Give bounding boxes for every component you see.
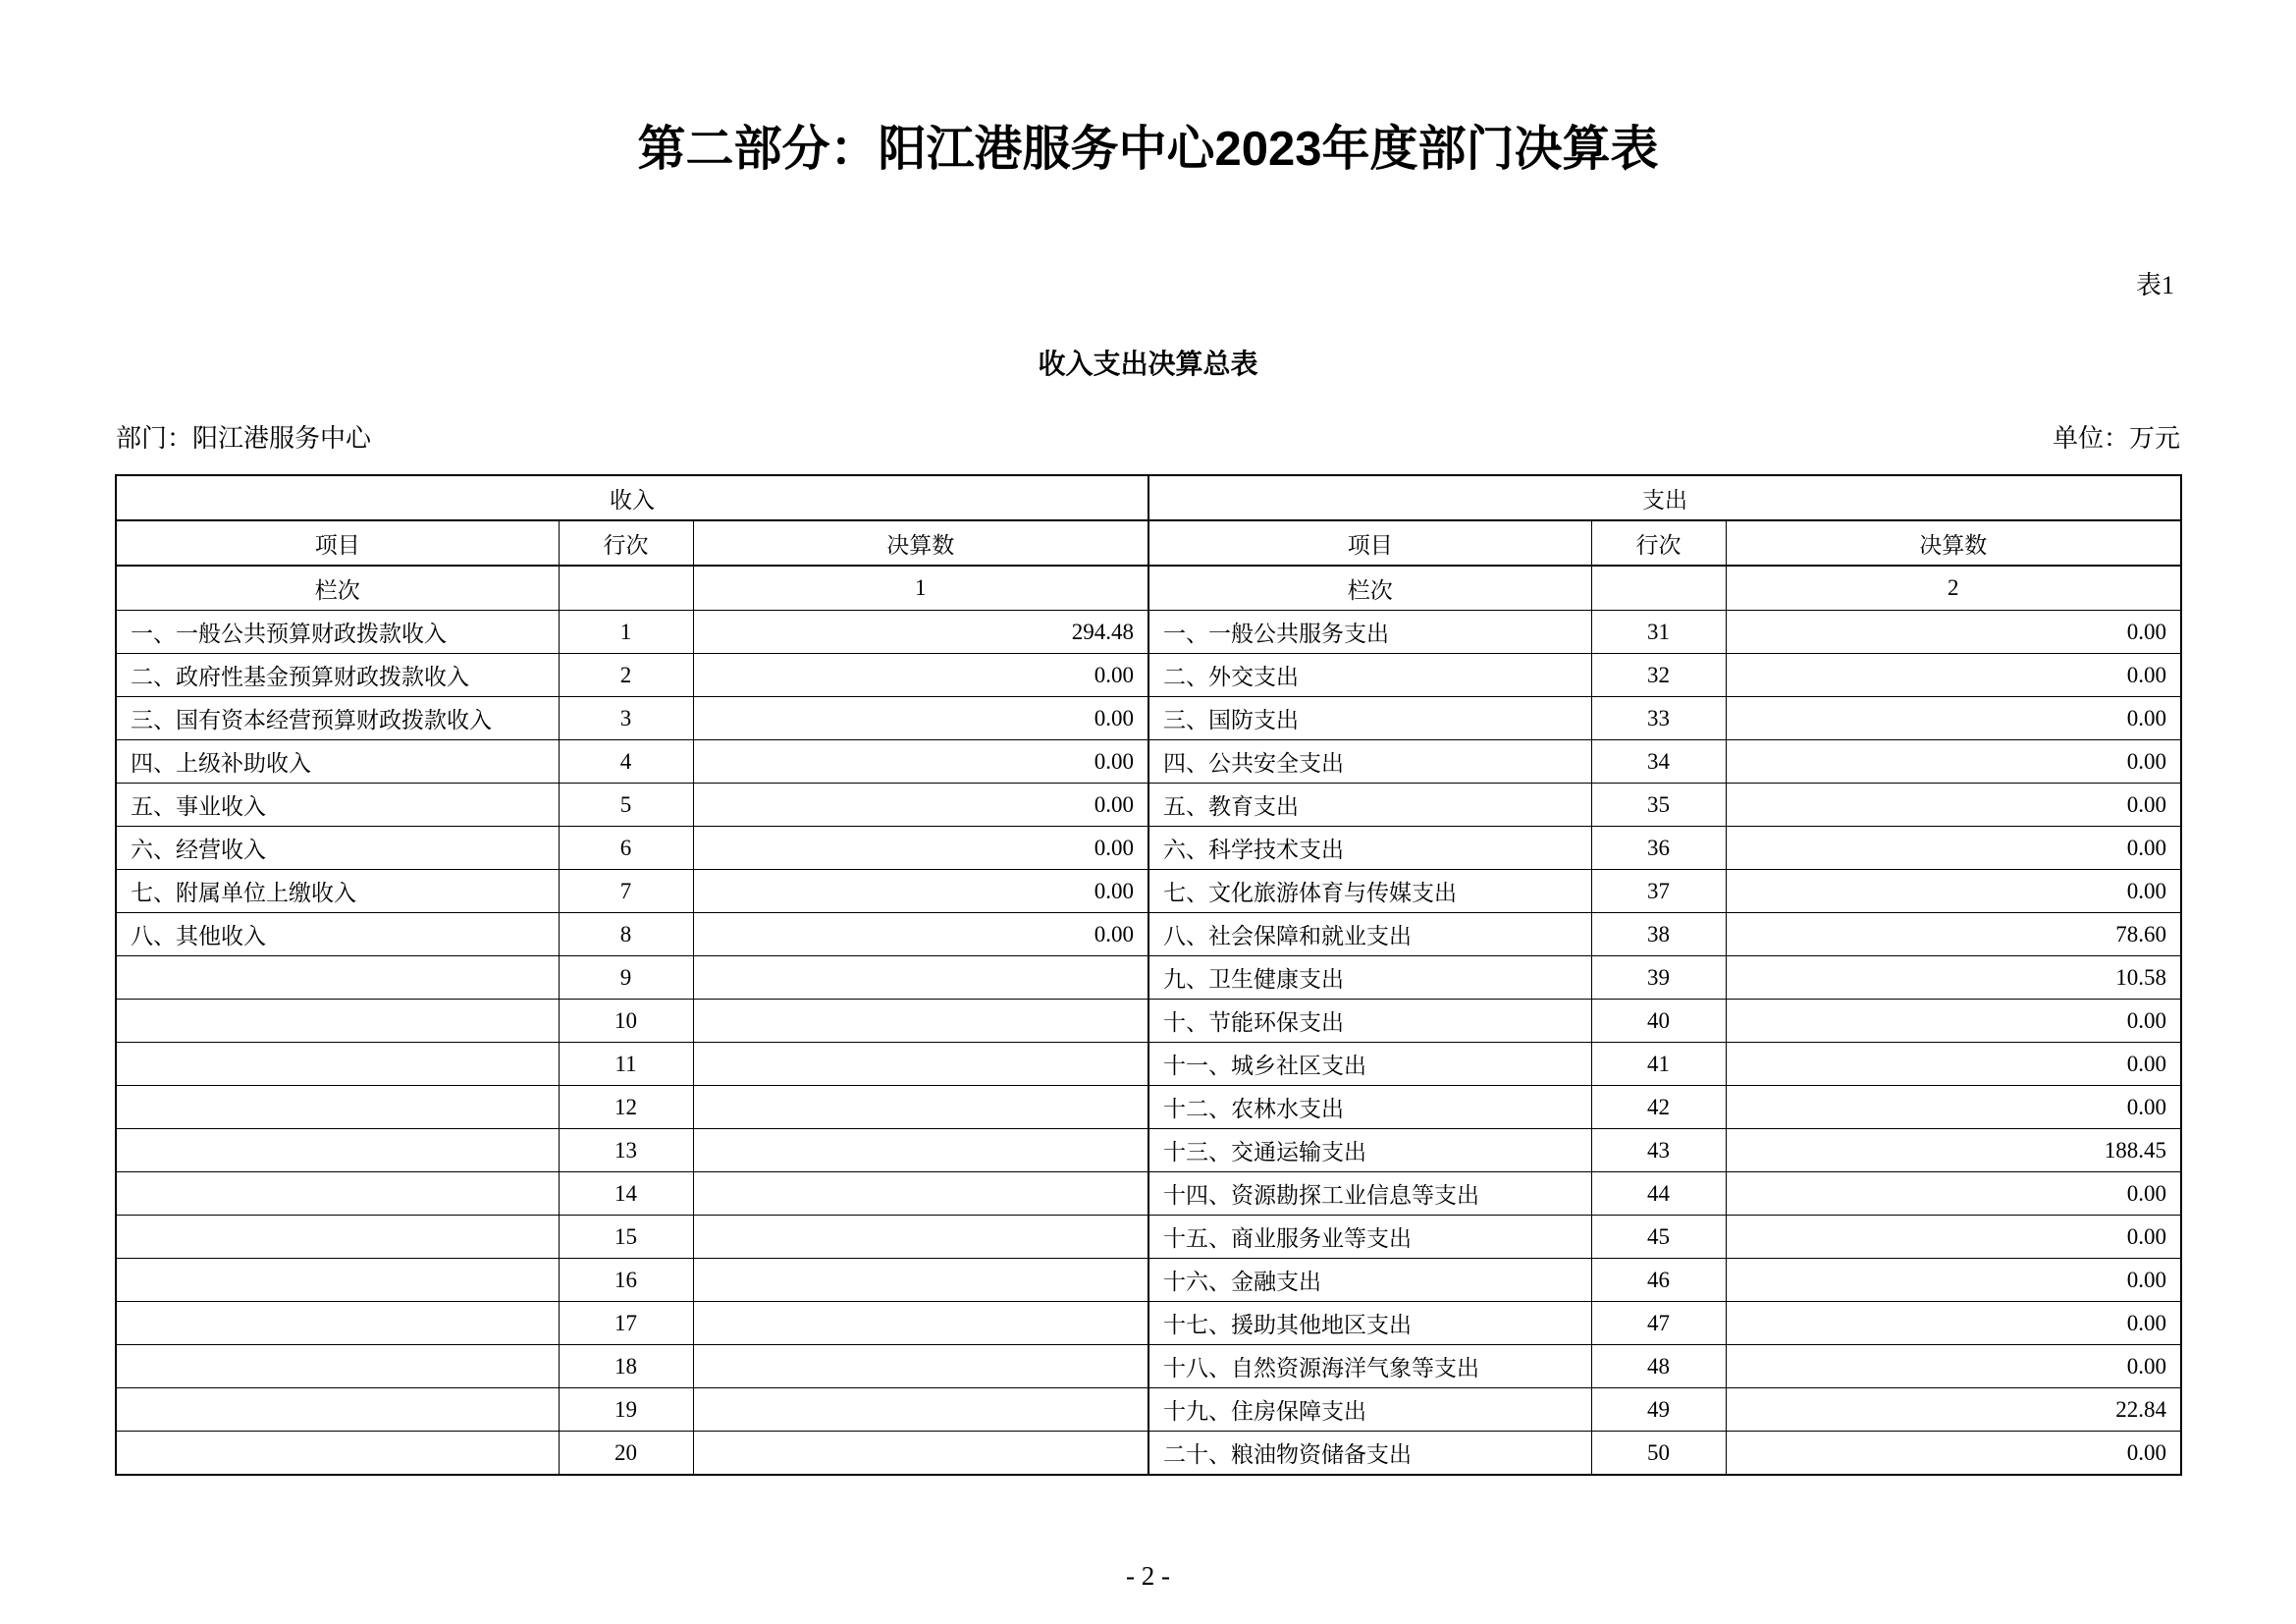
table-row — [116, 1000, 2181, 1043]
income-item-cell: 二、政府性基金预算财政拨款收入 — [116, 654, 559, 697]
expenditure-amount-cell: 0.00 — [1726, 1043, 2181, 1086]
table-row — [116, 654, 2181, 697]
expenditure-amount-cell: 0.00 — [1726, 611, 2181, 654]
expenditure-amount-cell: 0.00 — [1726, 654, 2181, 697]
income-item-cell — [116, 1388, 559, 1432]
expenditure-line-cell: 50 — [1591, 1432, 1726, 1476]
table-row — [116, 1172, 2181, 1216]
expenditure-amount-cell: 0.00 — [1726, 1432, 2181, 1476]
lan-expenditure-line — [1591, 566, 1726, 611]
income-line-cell: 14 — [559, 1172, 693, 1216]
income-amount-cell: 0.00 — [693, 784, 1148, 827]
expenditure-amount-cell: 0.00 — [1726, 1259, 2181, 1302]
expenditure-line-cell: 36 — [1591, 827, 1726, 870]
table-group-header-row — [116, 475, 2181, 520]
income-amount-cell — [693, 1172, 1148, 1216]
income-item-cell — [116, 1345, 559, 1388]
income-item-cell — [116, 956, 559, 1000]
income-item-cell — [116, 1086, 559, 1129]
expenditure-item-cell: 二、外交支出 — [1148, 654, 1591, 697]
income-amount-cell: 294.48 — [693, 611, 1148, 654]
income-item-cell — [116, 1259, 559, 1302]
expenditure-item-cell: 四、公共安全支出 — [1148, 740, 1591, 784]
income-amount-cell: 0.00 — [693, 870, 1148, 913]
expenditure-amount-cell: 0.00 — [1726, 870, 2181, 913]
income-line-cell: 20 — [559, 1432, 693, 1476]
expenditure-line-cell: 43 — [1591, 1129, 1726, 1172]
income-line-cell: 13 — [559, 1129, 693, 1172]
income-line-cell: 9 — [559, 956, 693, 1000]
income-amount-cell — [693, 1216, 1148, 1259]
expenditure-item-cell: 十、节能环保支出 — [1148, 1000, 1591, 1043]
expenditure-line-cell: 35 — [1591, 784, 1726, 827]
page-title: 第二部分：阳江港服务中心2023年度部门决算表 — [637, 123, 1659, 176]
expenditure-amount-cell: 188.45 — [1726, 1129, 2181, 1172]
budget-summary-table — [115, 474, 2182, 1476]
unit-label: 单位：万元 — [2052, 424, 2180, 453]
table-row — [116, 827, 2181, 870]
table-row — [116, 1086, 2181, 1129]
income-item-cell: 一、一般公共预算财政拨款收入 — [116, 611, 559, 654]
expenditure-line-cell: 46 — [1591, 1259, 1726, 1302]
income-item-cell: 四、上级补助收入 — [116, 740, 559, 784]
expenditure-item-cell: 十八、自然资源海洋气象等支出 — [1148, 1345, 1591, 1388]
table-title: 收入支出决算总表 — [1038, 349, 1258, 379]
expenditure-amount-cell: 22.84 — [1726, 1388, 2181, 1432]
expenditure-amount-cell: 78.60 — [1726, 913, 2181, 956]
table-row — [116, 1216, 2181, 1259]
income-item-cell — [116, 1043, 559, 1086]
income-amount-cell: 0.00 — [693, 827, 1148, 870]
table-row — [116, 697, 2181, 740]
income-line-cell: 11 — [559, 1043, 693, 1086]
expenditure-amount-cell: 10.58 — [1726, 956, 2181, 1000]
expenditure-line-cell: 49 — [1591, 1388, 1726, 1432]
expenditure-line-cell: 47 — [1591, 1302, 1726, 1345]
expenditure-amount-cell: 0.00 — [1726, 1216, 2181, 1259]
income-line-cell: 17 — [559, 1302, 693, 1345]
expenditure-line-cell: 48 — [1591, 1345, 1726, 1388]
income-amount-cell: 0.00 — [693, 654, 1148, 697]
table-row — [116, 740, 2181, 784]
expenditure-amount-cell: 0.00 — [1726, 697, 2181, 740]
income-item-cell: 六、经营收入 — [116, 827, 559, 870]
expenditure-amount-cell: 0.00 — [1726, 1086, 2181, 1129]
expenditure-item-cell: 七、文化旅游体育与传媒支出 — [1148, 870, 1591, 913]
income-amount-cell — [693, 1259, 1148, 1302]
expenditure-line-cell: 44 — [1591, 1172, 1726, 1216]
income-line-cell: 15 — [559, 1216, 693, 1259]
expenditure-item-cell: 十九、住房保障支出 — [1148, 1388, 1591, 1432]
table-row — [116, 913, 2181, 956]
expenditure-amount-cell: 0.00 — [1726, 784, 2181, 827]
table-row — [116, 1432, 2181, 1476]
income-amount-cell — [693, 1000, 1148, 1043]
expenditure-line-cell: 37 — [1591, 870, 1726, 913]
expenditure-item-cell: 十三、交通运输支出 — [1148, 1129, 1591, 1172]
income-amount-cell: 0.00 — [693, 740, 1148, 784]
income-item-cell: 五、事业收入 — [116, 784, 559, 827]
expenditure-amount-cell: 0.00 — [1726, 827, 2181, 870]
column-header-expenditure-amount: 决算数 — [1726, 520, 2181, 566]
expenditure-amount-cell: 0.00 — [1726, 1000, 2181, 1043]
income-amount-cell — [693, 1043, 1148, 1086]
income-amount-cell: 0.00 — [693, 913, 1148, 956]
expenditure-item-cell: 三、国防支出 — [1148, 697, 1591, 740]
table-row — [116, 1345, 2181, 1388]
income-line-cell: 5 — [559, 784, 693, 827]
expenditure-line-cell: 34 — [1591, 740, 1726, 784]
expenditure-line-cell: 41 — [1591, 1043, 1726, 1086]
lan-expenditure-column-number: 2 — [1726, 566, 2181, 611]
table-row — [116, 1043, 2181, 1086]
income-amount-cell — [693, 1129, 1148, 1172]
income-item-cell — [116, 1129, 559, 1172]
expenditure-amount-cell: 0.00 — [1726, 1172, 2181, 1216]
table-row — [116, 1302, 2181, 1345]
lan-income-column-number: 1 — [693, 566, 1148, 611]
column-header-expenditure-line: 行次 — [1591, 520, 1726, 566]
expenditure-line-cell: 39 — [1591, 956, 1726, 1000]
column-header-income-amount: 决算数 — [693, 520, 1148, 566]
table-row — [116, 611, 2181, 654]
income-item-cell: 八、其他收入 — [116, 913, 559, 956]
sheet-number-label: 表1 — [2135, 271, 2174, 299]
income-amount-cell — [693, 1086, 1148, 1129]
expenditure-item-cell: 十五、商业服务业等支出 — [1148, 1216, 1591, 1259]
expenditure-item-cell: 十六、金融支出 — [1148, 1259, 1591, 1302]
income-item-cell — [116, 1432, 559, 1476]
expenditure-item-cell: 二十、粮油物资储备支出 — [1148, 1432, 1591, 1476]
lan-label-income: 栏次 — [116, 566, 559, 611]
expenditure-item-cell: 九、卫生健康支出 — [1148, 956, 1591, 1000]
expenditure-line-cell: 33 — [1591, 697, 1726, 740]
income-line-cell: 19 — [559, 1388, 693, 1432]
income-line-cell: 10 — [559, 1000, 693, 1043]
lan-income-line — [559, 566, 693, 611]
column-header-income-item: 项目 — [116, 520, 559, 566]
expenditure-line-cell: 40 — [1591, 1000, 1726, 1043]
expenditure-item-cell: 一、一般公共服务支出 — [1148, 611, 1591, 654]
lan-label-expenditure: 栏次 — [1148, 566, 1591, 611]
table-row — [116, 1259, 2181, 1302]
income-item-cell: 七、附属单位上缴收入 — [116, 870, 559, 913]
expenditure-amount-cell: 0.00 — [1726, 1345, 2181, 1388]
table-column-header-row — [116, 520, 2181, 566]
income-line-cell: 2 — [559, 654, 693, 697]
income-amount-cell: 0.00 — [693, 697, 1148, 740]
table-row — [116, 1388, 2181, 1432]
income-line-cell: 1 — [559, 611, 693, 654]
expenditure-amount-cell: 0.00 — [1726, 1302, 2181, 1345]
expenditure-item-cell: 六、科学技术支出 — [1148, 827, 1591, 870]
income-amount-cell — [693, 956, 1148, 1000]
income-item-cell — [116, 1216, 559, 1259]
expenditure-line-cell: 45 — [1591, 1216, 1726, 1259]
income-line-cell: 8 — [559, 913, 693, 956]
expenditure-line-cell: 42 — [1591, 1086, 1726, 1129]
expenditure-item-cell: 八、社会保障和就业支出 — [1148, 913, 1591, 956]
expenditure-line-cell: 31 — [1591, 611, 1726, 654]
income-item-cell — [116, 1000, 559, 1043]
income-item-cell — [116, 1302, 559, 1345]
income-line-cell: 16 — [559, 1259, 693, 1302]
column-header-income-line: 行次 — [559, 520, 693, 566]
table-row — [116, 956, 2181, 1000]
expenditure-line-cell: 38 — [1591, 913, 1726, 956]
income-item-cell — [116, 1172, 559, 1216]
expenditure-item-cell: 十二、农林水支出 — [1148, 1086, 1591, 1129]
expenditure-item-cell: 十七、援助其他地区支出 — [1148, 1302, 1591, 1345]
income-line-cell: 6 — [559, 827, 693, 870]
expenditure-item-cell: 十四、资源勘探工业信息等支出 — [1148, 1172, 1591, 1216]
income-line-cell: 12 — [559, 1086, 693, 1129]
income-item-cell: 三、国有资本经营预算财政拨款收入 — [116, 697, 559, 740]
income-line-cell: 7 — [559, 870, 693, 913]
table-lan-row — [116, 566, 2181, 611]
income-line-cell: 18 — [559, 1345, 693, 1388]
income-amount-cell — [693, 1345, 1148, 1388]
income-line-cell: 4 — [559, 740, 693, 784]
table-row — [116, 1129, 2181, 1172]
income-amount-cell — [693, 1432, 1148, 1476]
expenditure-item-cell: 五、教育支出 — [1148, 784, 1591, 827]
income-line-cell: 3 — [559, 697, 693, 740]
table-row — [116, 784, 2181, 827]
expenditure-line-cell: 32 — [1591, 654, 1726, 697]
group-header-income: 收入 — [116, 475, 1148, 520]
income-amount-cell — [693, 1302, 1148, 1345]
table-meta-row — [116, 424, 2180, 454]
expenditure-item-cell: 十一、城乡社区支出 — [1148, 1043, 1591, 1086]
expenditure-amount-cell: 0.00 — [1726, 740, 2181, 784]
table-row — [116, 870, 2181, 913]
group-header-expenditure: 支出 — [1148, 475, 2181, 520]
column-header-expenditure-item: 项目 — [1148, 520, 1591, 566]
department-label: 部门：阳江港服务中心 — [116, 424, 372, 453]
page-number: - 2 - — [1126, 1561, 1170, 1591]
income-amount-cell — [693, 1388, 1148, 1432]
